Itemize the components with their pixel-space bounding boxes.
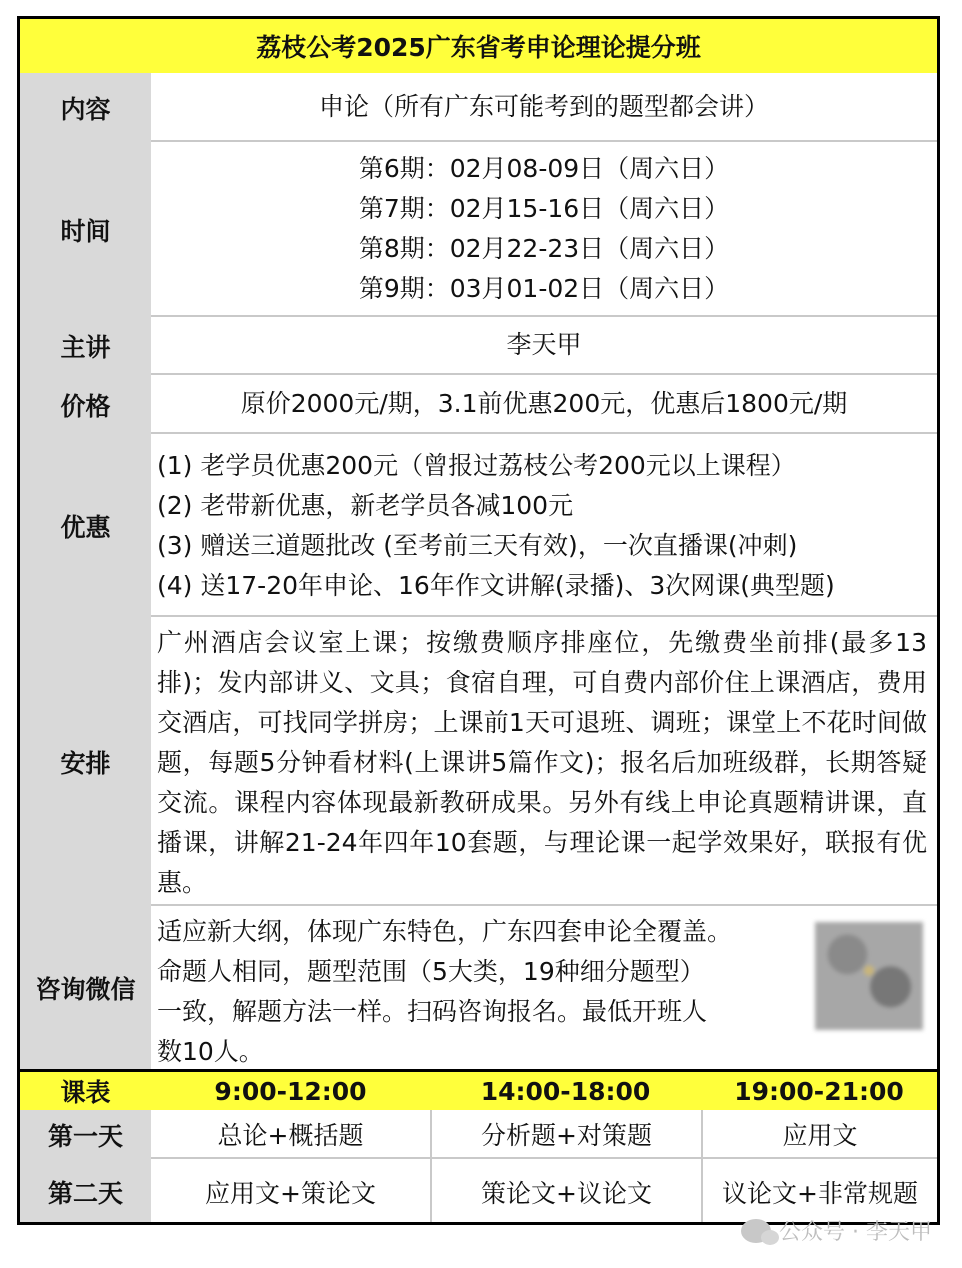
arrangement-text: 广州酒店会议室上课；按缴费顺序排座位，先缴费坐前排(最多13排)；发内部讲义、文具；食宿自理，可自费内部价住上课酒店，费用交酒店，可找同学拼房；上课前1天可退班、调班；课堂上不花时间做题，每题5分钟看材料(上课讲5篇作文)；报名后加班级群，长期答疑交流。课程内容体现最新教研成果。另外有线上申论真题精讲课，直播课，讲解21-24年四年10套题，与理论课一起学效果好，联报有优惠。 (151, 617, 937, 906)
label-consult: 咨询微信 (20, 906, 151, 1069)
schedule-cell: 议论文+非常规题 (701, 1159, 937, 1225)
content-value: 申论（所有广东可能考到的题型都会讲） (151, 73, 937, 142)
schedule-cell: 策论文+议论文 (430, 1159, 701, 1225)
wechat-qr-code[interactable] (815, 922, 923, 1030)
day-label: 第二天 (20, 1159, 151, 1225)
label-content: 内容 (20, 73, 151, 142)
consult-line: 命题人相同，题型范围（5大类，19种细分题型） (157, 957, 705, 986)
label-arrangement: 安排 (20, 617, 151, 906)
slot-afternoon: 14:00-18:00 (430, 1072, 701, 1110)
schedule-cell: 分析题+对策题 (430, 1110, 701, 1159)
schedule-table (20, 1069, 937, 1225)
course-table (17, 16, 940, 1225)
label-price: 价格 (20, 375, 151, 434)
lecturer-value: 李天甲 (151, 317, 937, 375)
consult-block (151, 906, 937, 1069)
label-time: 时间 (20, 142, 151, 317)
discount-item: (2) 老带新优惠，新老学员各减100元 (157, 491, 574, 520)
time-line: 第9期：03月01-02日（周六日） (358, 273, 730, 303)
schedule-cell: 应用文 (701, 1110, 937, 1159)
schedule-cell: 总论+概括题 (151, 1110, 430, 1159)
slot-morning: 9:00-12:00 (151, 1072, 430, 1110)
consult-line: 一致，解题方法一样。扫码咨询报名。最低开班人 (157, 997, 708, 1026)
discount-list (151, 434, 937, 617)
time-line: 第7期：02月15-16日（周六日） (358, 193, 730, 223)
schedule-header-label: 课表 (20, 1072, 151, 1110)
time-line: 第8期：02月22-23日（周六日） (358, 233, 730, 263)
label-lecturer: 主讲 (20, 317, 151, 375)
label-discount: 优惠 (20, 434, 151, 617)
price-value: 原价2000元/期，3.1前优惠200元，优惠后1800元/期 (151, 375, 937, 434)
schedule-cell: 应用文+策论文 (205, 1179, 376, 1208)
time-schedule (151, 142, 937, 317)
watermark (741, 1215, 932, 1246)
discount-item: (3) 赠送三道题批改 (至考前三天有效)，一次直播课(冲刺) (157, 531, 798, 560)
slot-evening: 19:00-21:00 (701, 1072, 937, 1110)
consult-line: 适应新大纲，体现广东特色，广东四套申论全覆盖。 (157, 917, 733, 946)
schedule-row-day1 (20, 1110, 937, 1159)
consult-line: 数10人。 (157, 1037, 264, 1066)
watermark-text: 公众号 · 李天甲 (779, 1220, 932, 1245)
time-line: 第6期：02月08-09日（周六日） (358, 153, 730, 183)
wechat-icon (741, 1219, 771, 1243)
discount-item: (1) 老学员优惠200元（曾报过荔枝公考200元以上课程） (157, 451, 796, 480)
day-label: 第一天 (20, 1110, 151, 1159)
schedule-header-row (20, 1072, 937, 1110)
discount-item: (4) 送17-20年申论、16年作文讲解(录播)、3次网课(典型题) (157, 571, 835, 600)
page-title: 荔枝公考2025广东省考申论理论提分班 (20, 19, 937, 74)
